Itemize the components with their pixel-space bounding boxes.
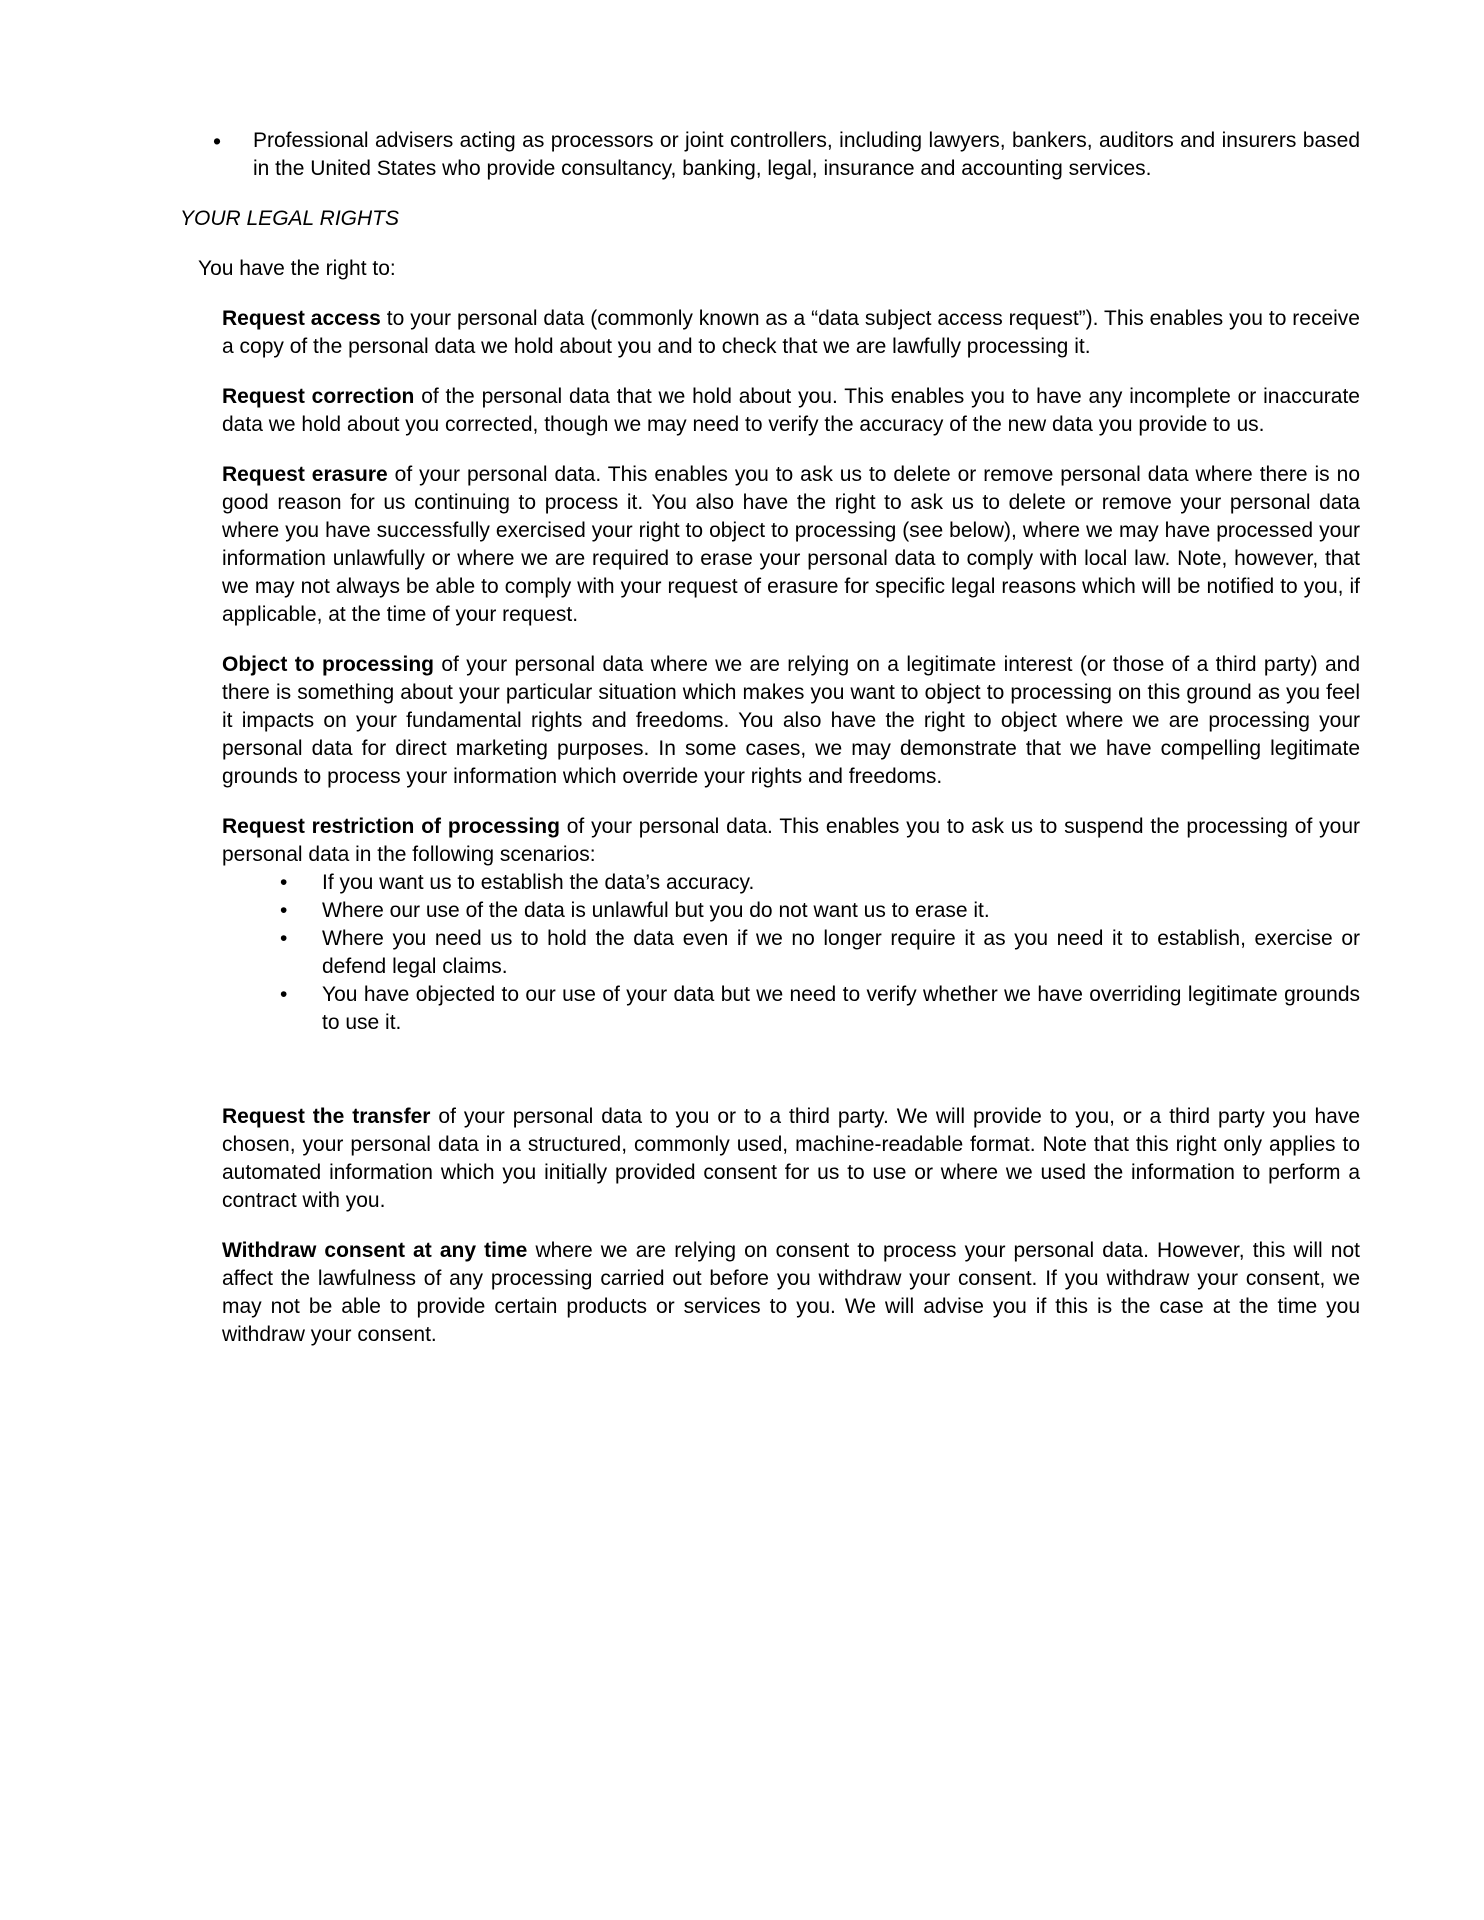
right-text: where we are relying on consent to process your personal data. However, this will not affect the lawfulness of any processing carried out before you withdraw your consent. If you withdraw your consent, we may not be able to provide certain products or services to you. We will advise you if this is the case at the time you withdraw your consent. [222,1239,1360,1346]
right-withdraw-consent [222,1237,1360,1349]
scenario-text: If you want us to establish the data’s accuracy. [322,871,755,894]
bullet-icon: • [280,983,288,1006]
right-request-correction [222,383,1360,439]
right-term: Request restriction of processing [222,815,560,838]
bullet-icon: • [280,927,288,950]
right-request-restriction [222,813,1360,869]
right-request-erasure [222,461,1360,629]
right-text: of the personal data that we hold about you. This enables you to have any incomplete or inaccurate data we hold about you corrected, though we may need to verify the accuracy of the new data you provide to us. [222,385,1360,436]
restriction-scenario-list [222,869,1360,1037]
right-request-access [222,305,1360,361]
right-text: of your personal data where we are relying on a legitimate interest (or those of a third party) and there is something about your particular situation which makes you want to object to processing on this ground as you feel it impacts on your fundamental rights and freedoms. You also have the right to object where we are processing your personal data for direct marketing purposes. In some cases, we may demonstrate that we have compelling legitimate grounds to process your information which override your rights and freedoms. [222,653,1360,788]
bullet-icon: • [213,128,222,154]
right-text: of your personal data to you or to a third party. We will provide to you, or a third party you have chosen, your personal data in a structured, commonly used, machine-readable format. Note that this right only applies to automated information which you initially provided consent for us to use or where we used the information to perform a contract with you. [222,1105,1360,1212]
intro-bullet-text: Professional advisers acting as processors or joint controllers, including lawyers, bankers, auditors and insurers based in the United States who provide consultancy, banking, legal, insurance and accounting services. [253,129,1360,180]
right-term: Request correction [222,385,415,408]
right-text: of your personal data. This enables you to ask us to delete or remove personal data where there is no good reason for us continuing to process it. You also have the right to ask us to delete or remove your personal data where you have successfully exercised your right to object to processing (see below), where we may have processed your information unlawfully or where we are required to erase your personal data to comply with local law. Note, however, that we may not always be able to comply with your request of erasure for specific legal reasons which will be notified to you, if applicable, at the time of your request. [222,463,1360,626]
right-object-to-processing [222,651,1360,791]
scenario-item-4 [222,981,1360,1037]
intro-bullet-item [213,127,1360,183]
legal-rights-heading: YOUR LEGAL RIGHTS [180,207,400,230]
scenario-text: Where our use of the data is unlawful but you do not want us to erase it. [322,899,990,922]
right-term: Request access [222,307,381,330]
right-term: Withdraw consent at any time [222,1239,528,1262]
scenario-text: Where you need us to hold the data even if we no longer require it as you need it to establish, exercise or defend legal claims. [322,927,1360,978]
right-term: Request erasure [222,463,388,486]
right-term: Request the transfer [222,1105,431,1128]
right-term: Object to processing [222,653,434,676]
right-text: of your personal data. This enables you to ask us to suspend the processing of your personal data in the following scenarios: [222,815,1360,866]
right-text: to your personal data (commonly known as a “data subject access request”). This enables you to receive a copy of the personal data we hold about you and to check that we are lawfully processing it. [222,307,1360,358]
bullet-icon: • [280,871,288,894]
scenario-item-2 [222,897,1360,925]
scenario-item-1 [222,869,1360,897]
scenario-item-3 [222,925,1360,981]
scenario-text: You have objected to our use of your data but we need to verify whether we have overriding legitimate grounds to use it. [322,983,1360,1034]
right-request-transfer [222,1103,1360,1215]
rights-lead-in: You have the right to: [198,257,396,280]
bullet-icon: • [280,899,288,922]
